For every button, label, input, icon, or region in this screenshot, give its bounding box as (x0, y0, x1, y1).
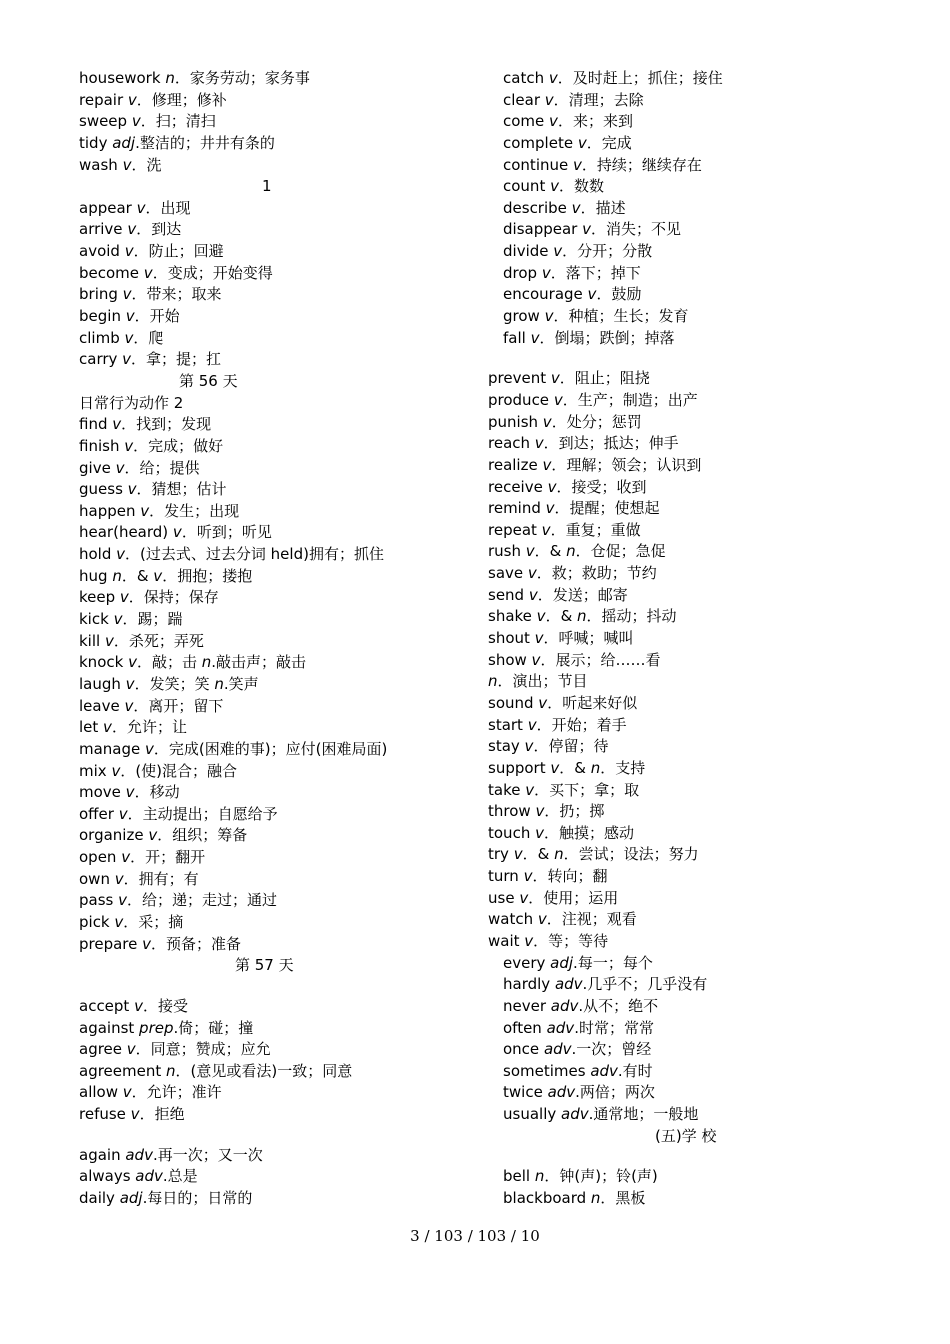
vocab-entry: start v．开始；着手 (488, 715, 627, 734)
vocab-entry: every adj.每一；每个 (503, 953, 653, 972)
spacer (79, 1126, 479, 1145)
vocab-entry: sound v．听起来好似 (488, 693, 638, 712)
vocab-entry: save v．救；救助；节约 (488, 564, 657, 583)
vocab-entry: carry v．拿；提；扛 (79, 350, 222, 369)
vocab-entry: take v．买下；拿；取 (488, 780, 640, 799)
vocab-entry: finish v．完成；做好 (79, 436, 224, 455)
vocab-entry: again adv.再一次；又一次 (79, 1145, 263, 1164)
vocab-entry: refuse v．拒绝 (79, 1105, 185, 1124)
vocab-entry: guess v．猜想；估计 (79, 480, 227, 499)
vocab-entry: continue v．持续；继续存在 (503, 155, 702, 174)
left-column (79, 68, 479, 1210)
vocab-entry: blackboard n．黑板 (503, 1189, 646, 1208)
vocab-entry: kill v．杀死；弄死 (79, 631, 204, 650)
vocab-entry: hug n．& v．拥抱；搂抱 (79, 566, 253, 585)
vocab-entry: once adv.一次；曾经 (503, 1040, 652, 1059)
vocab-entry: daily adj.每日的；日常的 (79, 1189, 253, 1208)
vocab-entry: hold v．(过去式、过去分词 held)拥有；抓住 (79, 545, 384, 564)
vocab-entry: agree v．同意；赞成；应允 (79, 1040, 271, 1059)
vocab-entry: divide v．分开；分散 (503, 242, 653, 261)
vocab-entry: disappear v．消失；不见 (503, 220, 682, 239)
vocab-entry: offer v．主动提出；自愿给予 (79, 804, 278, 823)
vocab-entry: stay v．停留；待 (488, 737, 609, 756)
vocab-entry: 日常行为动作 2 (79, 393, 184, 412)
vocab-entry: against prep.倚；碰；撞 (79, 1018, 254, 1037)
vocab-entry: encourage v．鼓励 (503, 285, 642, 304)
vocab-entry: pass v．给；递；走过；通过 (79, 891, 278, 910)
vocab-entry: never adv.从不；绝不 (503, 996, 659, 1015)
vocab-entry: clear v．清理；去除 (503, 90, 644, 109)
vocab-entry: shake v．& n．摇动；抖动 (488, 607, 677, 626)
vocab-entry: bring v．带来；取来 (79, 285, 222, 304)
vocab-entry: mix v．(使)混合；融合 (79, 761, 238, 780)
vocab-entry: describe v．描述 (503, 198, 626, 217)
vocab-entry: become v．变成；开始变得 (79, 263, 273, 282)
spacer (488, 349, 908, 368)
vocab-entry: climb v．爬 (79, 328, 164, 347)
vocab-entry: n．演出；节目 (488, 672, 588, 691)
vocab-entry: produce v．生产；制造；出产 (488, 390, 698, 409)
vocab-entry: repair v．修理；修补 (79, 90, 227, 109)
vocab-entry: avoid v．防止；回避 (79, 242, 224, 261)
vocab-entry: throw v．扔；掷 (488, 802, 605, 821)
vocab-entry: realize v．理解；领会；认识到 (488, 455, 702, 474)
vocab-entry: come v．来；来到 (503, 112, 633, 131)
vocab-entry: accept v．接受 (79, 996, 188, 1015)
vocab-entry: count v．数数 (503, 177, 604, 196)
vocab-entry: begin v．开始 (79, 307, 180, 326)
vocab-entry: remind v．提醒；使想起 (488, 499, 660, 518)
vocab-entry: housework n．家务劳动；家务事 (79, 69, 310, 87)
vocab-entry: 1 (262, 177, 272, 196)
vocab-entry: move v．移动 (79, 783, 180, 802)
vocab-entry: support v．& n．支持 (488, 758, 646, 777)
vocab-entry: wash v．洗 (79, 155, 162, 174)
vocab-entry: receive v．接受；收到 (488, 477, 647, 496)
vocab-entry: agreement n．(意见或看法)一致；同意 (79, 1061, 353, 1080)
vocab-entry: pick v．采；摘 (79, 912, 184, 931)
vocab-entry: drop v．落下；掉下 (503, 263, 641, 282)
vocab-entry: fall v．倒塌；跌倒；掉落 (503, 328, 675, 347)
vocab-entry: give v．给；提供 (79, 458, 200, 477)
vocab-entry: open v．开；翻开 (79, 848, 206, 867)
vocab-entry: always adv.总是 (79, 1167, 198, 1186)
vocab-entry: happen v．发生；出现 (79, 501, 240, 520)
vocab-entry: bell n．钟(声)；铃(声) (503, 1167, 658, 1186)
vocab-entry: allow v．允许；准许 (79, 1083, 222, 1102)
vocab-entry: 第 56 天 (179, 371, 238, 390)
vocab-entry: rush v．& n．仓促；急促 (488, 542, 666, 561)
vocab-entry: try v．& n．尝试；设法；努力 (488, 845, 699, 864)
vocab-entry: punish v．处分；惩罚 (488, 412, 642, 431)
vocab-entry: catch v．及时赶上；抓住；接住 (503, 69, 723, 87)
vocab-entry: usually adv.通常地；一般地 (503, 1105, 699, 1124)
vocab-entry: shout v．呼喊；喊叫 (488, 629, 634, 648)
vocab-entry: watch v．注视；观看 (488, 910, 637, 929)
vocab-entry: send v．发送；邮寄 (488, 585, 628, 604)
vocab-entry: let v．允许；让 (79, 718, 187, 737)
vocab-entry: hardly adv.几乎不；几乎没有 (503, 975, 708, 994)
page-number-footer: 3 / 103 / 103 / 10 (410, 1227, 540, 1245)
vocab-entry: sweep v．扫；清扫 (79, 112, 216, 131)
vocab-entry: grow v．种植；生长；发育 (503, 307, 689, 326)
vocab-entry: kick v．踢；踹 (79, 610, 183, 629)
vocab-entry: use v．使用；运用 (488, 888, 619, 907)
vocab-entry: wait v．等；等待 (488, 931, 609, 950)
vocab-entry: twice adv.两倍；两次 (503, 1083, 655, 1102)
vocab-entry: often adv.时常；常常 (503, 1018, 654, 1037)
vocab-entry: repeat v．重复；重做 (488, 520, 641, 539)
vocab-entry: (五)学 校 (655, 1126, 717, 1145)
vocab-entry: turn v．转向；翻 (488, 867, 608, 886)
vocab-entry: hear(heard) v．听到；听见 (79, 523, 272, 542)
vocab-entry: leave v．离开；留下 (79, 696, 224, 715)
vocab-entry: sometimes adv.有时 (503, 1061, 653, 1080)
vocab-entry: prevent v．阻止；阻挠 (488, 369, 650, 388)
vocab-entry: show v．展示；给……看 (488, 650, 661, 669)
vocab-entry: 第 57 天 (235, 956, 294, 975)
spacer (79, 977, 479, 996)
vocab-entry: tidy adj.整洁的；井井有条的 (79, 133, 275, 152)
right-column (488, 68, 908, 1210)
vocab-entry: prepare v．预备；准备 (79, 934, 242, 953)
vocab-entry: laugh v．发笑；笑 n.笑声 (79, 674, 259, 693)
vocab-entry: touch v．触摸；感动 (488, 823, 634, 842)
vocab-entry: find v．找到；发现 (79, 415, 212, 434)
vocab-entry: reach v．到达；抵达；伸手 (488, 434, 679, 453)
vocab-entry: own v．拥有；有 (79, 869, 199, 888)
vocab-entry: arrive v．到达 (79, 220, 182, 239)
vocab-entry: organize v．组织；筹备 (79, 826, 248, 845)
spacer (488, 1147, 908, 1166)
vocab-entry: knock v．敲；击 n.敲击声；敲击 (79, 653, 307, 672)
vocab-entry: appear v．出现 (79, 198, 191, 217)
vocab-entry: complete v．完成 (503, 133, 632, 152)
vocab-entry: keep v．保持；保存 (79, 588, 219, 607)
vocab-entry: manage v．完成(困难的事)；应付(困难局面) (79, 739, 388, 758)
